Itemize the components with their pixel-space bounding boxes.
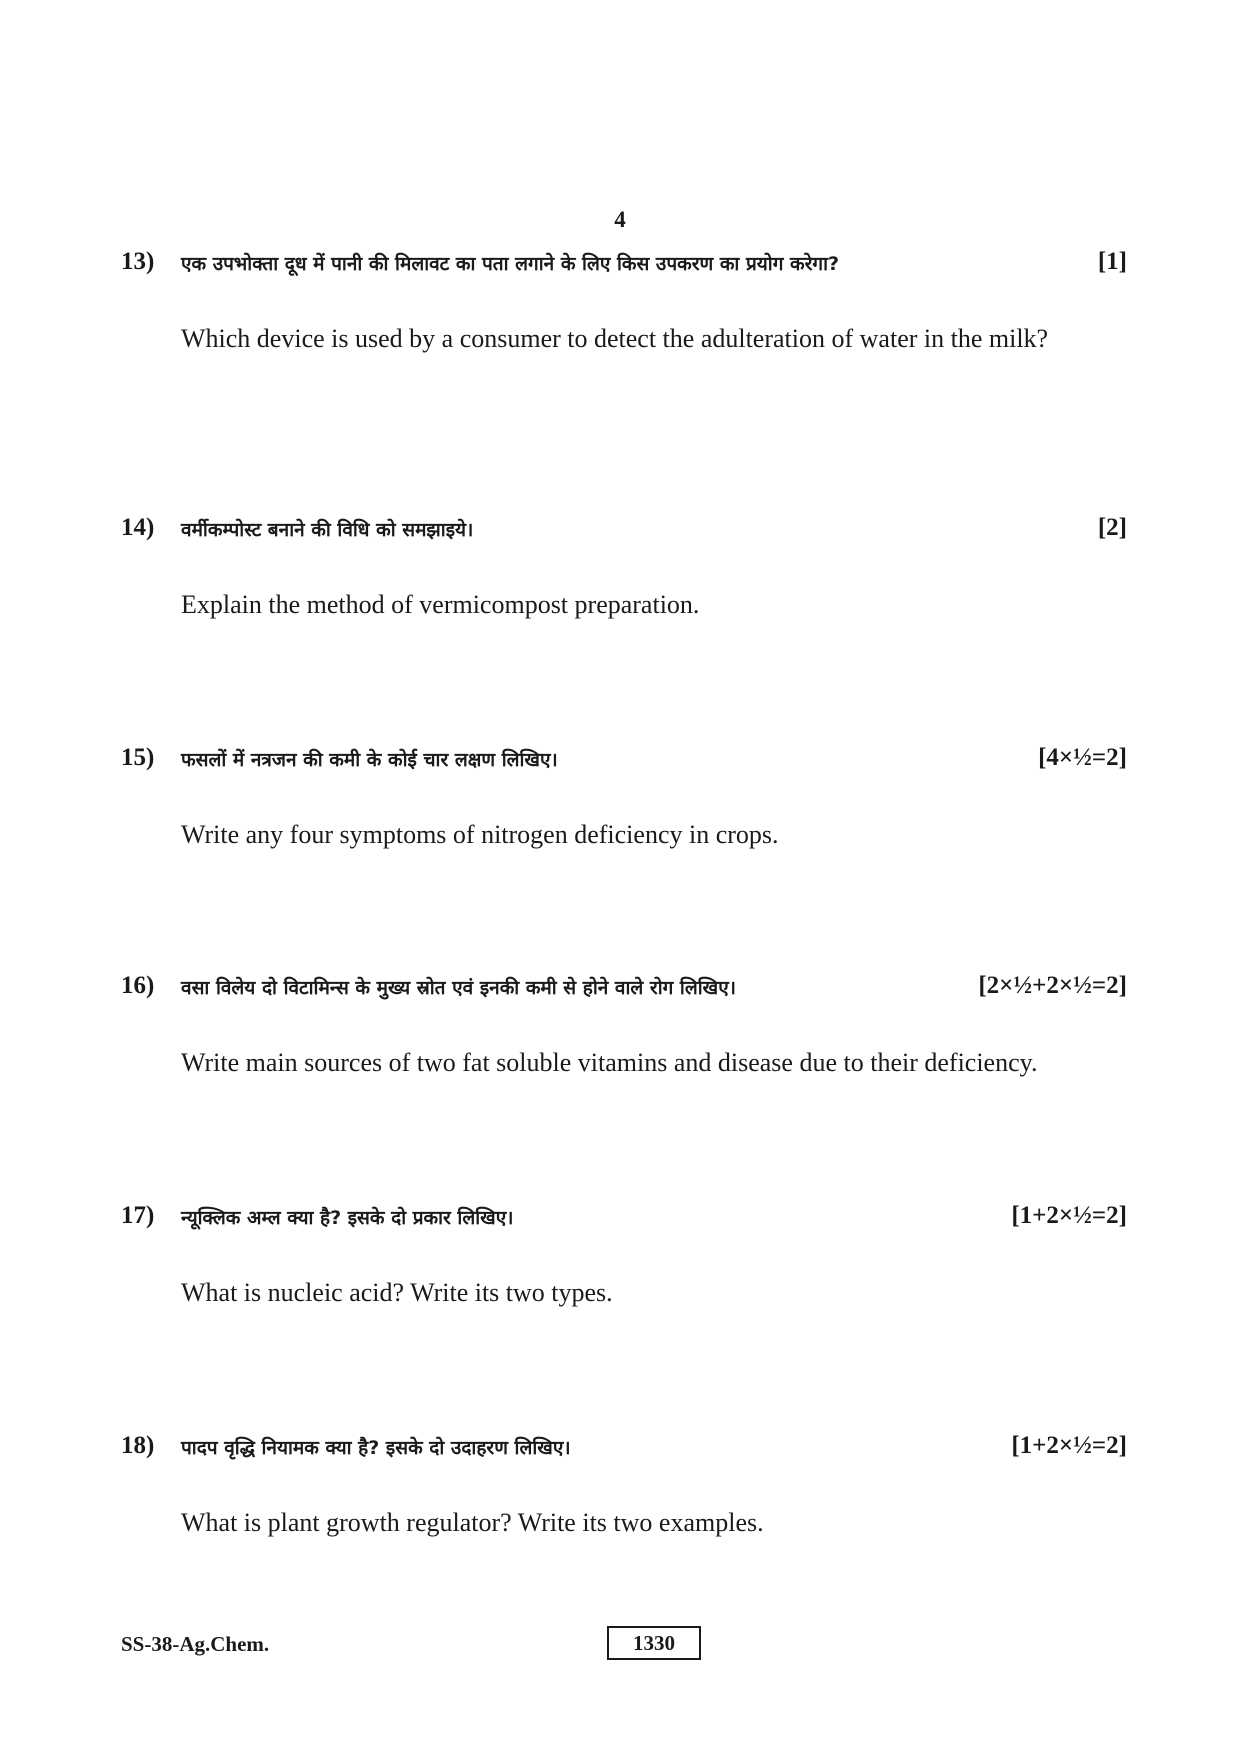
question-marks: [1]	[1097, 248, 1127, 275]
question-17	[121, 1202, 1127, 1307]
page-number: 4	[614, 207, 626, 232]
question-text-hindi: वर्मीकम्पोस्ट बनाने की विधि को समझाइये।	[181, 519, 474, 541]
question-15	[121, 744, 1127, 849]
question-text-hindi: फसलों में नत्रजन की कमी के कोई चार लक्षण लिखिए।	[181, 749, 558, 771]
paper-code: SS-38-Ag.Chem.	[121, 1632, 270, 1656]
question-marks: [1+2×½=2]	[1011, 1432, 1127, 1459]
question-text-english: Write any four symptoms of nitrogen deficiency in crops.	[181, 820, 779, 849]
question-14	[121, 514, 1127, 619]
paper-serial-box: 1330	[607, 1626, 701, 1660]
question-text-hindi: वसा विलेय दो विटामिन्स के मुख्य स्रोत एवं इनकी कमी से होने वाले रोग लिखिए।	[181, 977, 736, 999]
question-18	[121, 1432, 1127, 1537]
question-text-english: Explain the method of vermicompost preparation.	[181, 590, 700, 619]
question-marks: [2×½+2×½=2]	[978, 972, 1127, 999]
question-number: 14)	[121, 514, 155, 541]
question-text-english: What is nucleic acid? Write its two types.	[181, 1278, 613, 1307]
question-text-english: What is plant growth regulator? Write its two examples.	[181, 1508, 764, 1537]
question-text-hindi: पादप वृद्धि नियामक क्या है? इसके दो उदाहरण लिखिए।	[181, 1437, 571, 1459]
question-marks: [2]	[1097, 514, 1127, 541]
question-13	[121, 248, 1127, 353]
question-number: 16)	[121, 972, 155, 999]
question-text-hindi: एक उपभोक्ता दूध में पानी की मिलावट का पता लगाने के लिए किस उपकरण का प्रयोग करेगा?	[181, 253, 840, 275]
question-text-english: Write main sources of two fat soluble vitamins and disease due to their deficiency.	[181, 1048, 1038, 1077]
question-text-hindi: न्यूक्लिक अम्ल क्या है? इसके दो प्रकार लिखिए।	[181, 1207, 514, 1229]
question-number: 18)	[121, 1432, 155, 1459]
question-text-english: Which device is used by a consumer to detect the adulteration of water in the milk?	[181, 324, 1049, 353]
question-number: 17)	[121, 1202, 155, 1229]
question-marks: [4×½=2]	[1038, 744, 1127, 771]
question-number: 15)	[121, 744, 155, 771]
question-number: 13)	[121, 248, 155, 275]
question-16	[121, 972, 1127, 1077]
question-marks: [1+2×½=2]	[1011, 1202, 1127, 1229]
